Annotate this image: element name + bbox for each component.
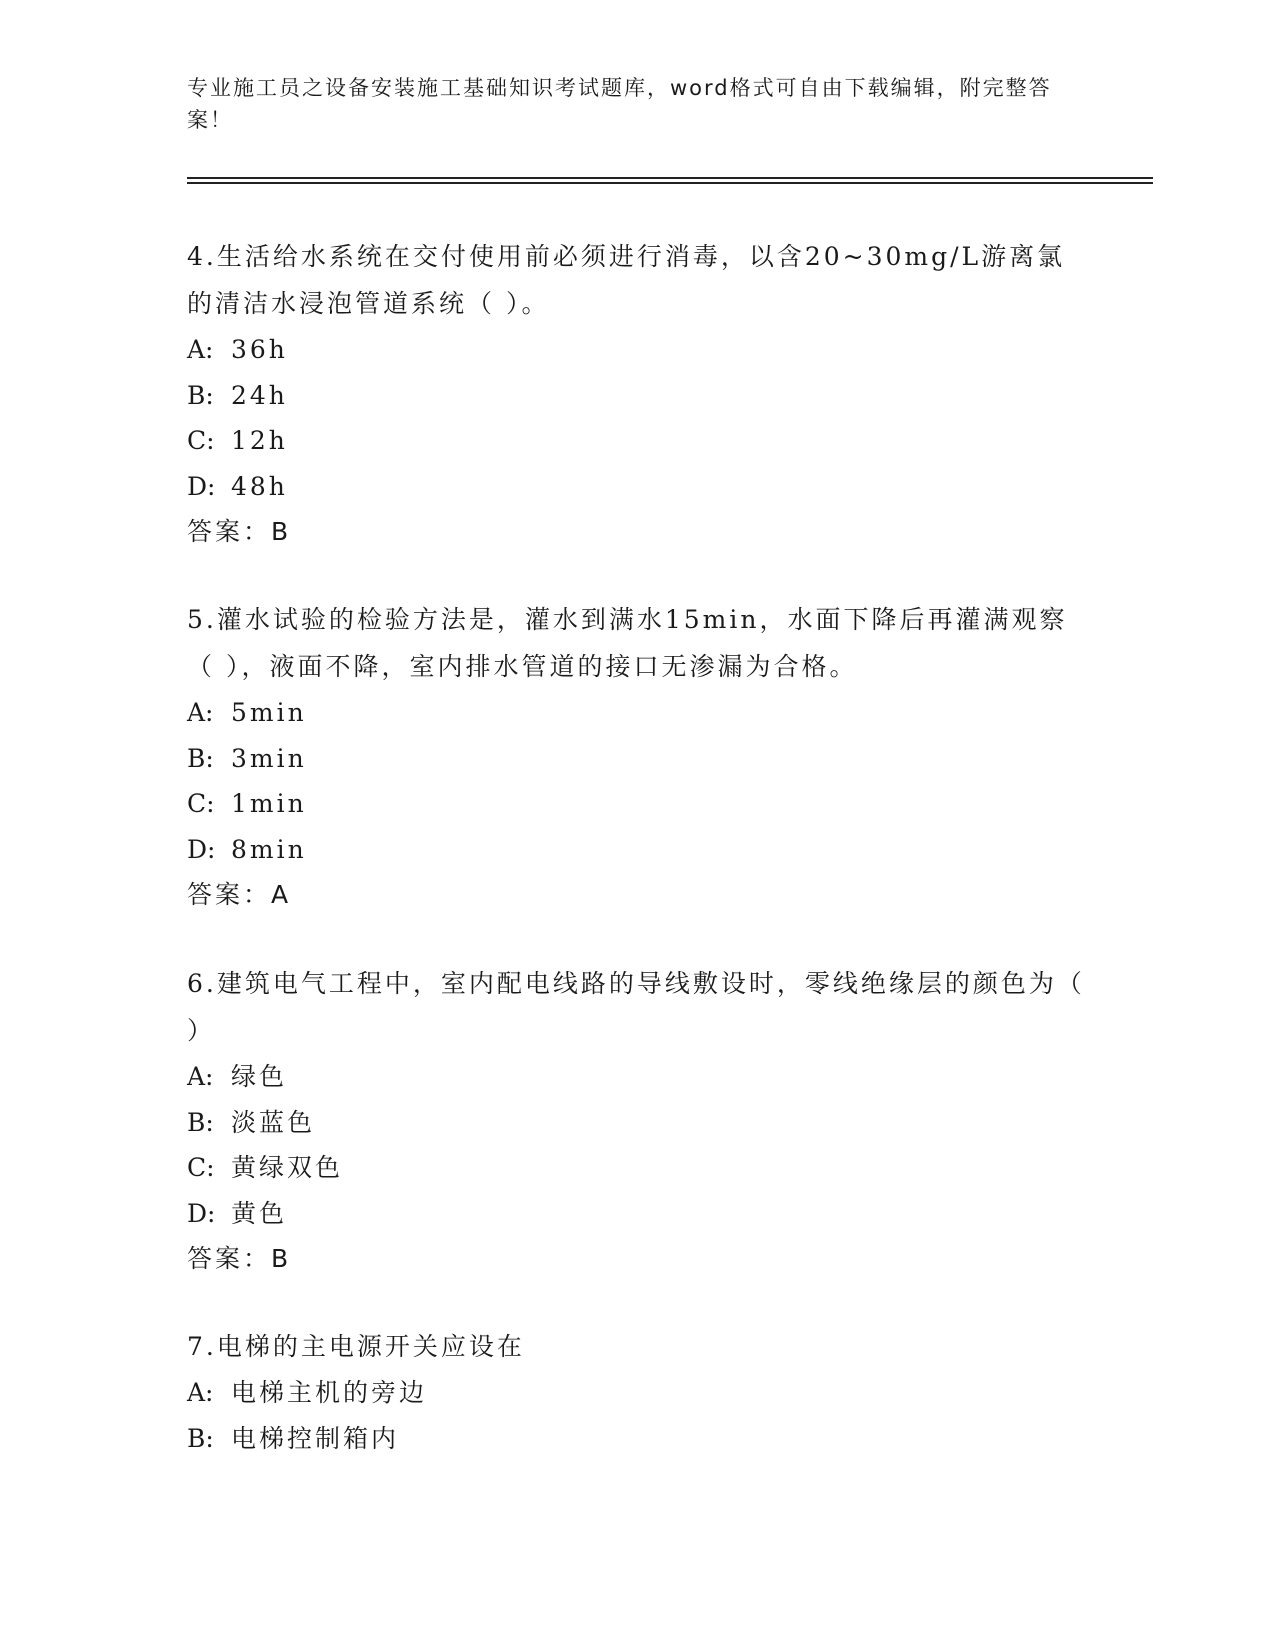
option-a [187,1370,1087,1416]
option-a [187,1054,1087,1100]
answer-line: 答案：B [187,1244,292,1273]
option-text: 36h [231,335,288,364]
option-text: 8min [231,834,307,864]
option-c [187,1145,1087,1191]
answer-line: 答案：B [187,517,292,546]
question-stem: 5.灌水试验的检验方法是，灌水到满水15min，水面下降后再灌满观察（ ），液面不降，室内排水管道的接口无渗漏为合格。 [187,605,1068,681]
option-text: 电梯控制箱内 [231,1423,400,1453]
document-header: 专业施工员之设备安装施工基础知识考试题库，word格式可自由下载编辑，附完整答案！ [187,76,1052,132]
option-key: C: [187,1153,215,1182]
option-text: 24h [231,380,288,410]
option-key: B: [187,743,214,773]
option-key: A: [187,698,214,727]
option-text: 黄色 [231,1198,288,1228]
option-a [187,327,1087,373]
question-stem: 6.建筑电气工程中，室内配电线路的导线敷设时，零线绝缘层的颜色为（ ） [187,969,1085,1045]
option-key: B: [187,380,214,410]
option-text: 1min [231,789,307,818]
option-d [187,827,1087,873]
question-stem: 7.电梯的主电源开关应设在 [187,1332,525,1361]
option-key: B: [187,1423,214,1453]
option-text: 绿色 [231,1062,288,1091]
option-key: D: [187,834,216,864]
question-5 [187,596,1087,918]
option-c [187,781,1087,827]
option-b [187,1416,1087,1462]
option-b [187,736,1087,782]
option-text: 黄绿双色 [231,1153,344,1182]
option-key: C: [187,789,215,818]
option-d [187,1191,1087,1237]
option-text: 淡蓝色 [231,1107,316,1137]
answer-line: 答案：A [187,880,292,909]
option-key: D: [187,1198,216,1228]
question-7 [187,1323,1087,1461]
option-key: A: [187,1378,214,1407]
option-text: 12h [231,426,288,455]
option-key: B: [187,1107,214,1137]
question-stem: 4.生活给水系统在交付使用前必须进行消毒，以含20~30mg/L游离氯的清洁水浸泡管道系统（ ）。 [187,242,1066,318]
option-text: 48h [231,471,288,501]
option-key: C: [187,426,215,455]
question-4 [187,233,1087,555]
option-text: 3min [231,743,307,773]
option-c [187,418,1087,464]
option-d [187,464,1087,510]
option-key: A: [187,1062,214,1091]
option-text: 5min [231,698,307,727]
option-text: 电梯主机的旁边 [231,1378,428,1407]
header-divider-bottom [187,182,1153,184]
option-b [187,373,1087,419]
option-a [187,690,1087,736]
option-b [187,1100,1087,1146]
question-6 [187,960,1087,1282]
header-divider-top [187,177,1153,179]
option-key: A: [187,335,214,364]
option-key: D: [187,471,216,501]
